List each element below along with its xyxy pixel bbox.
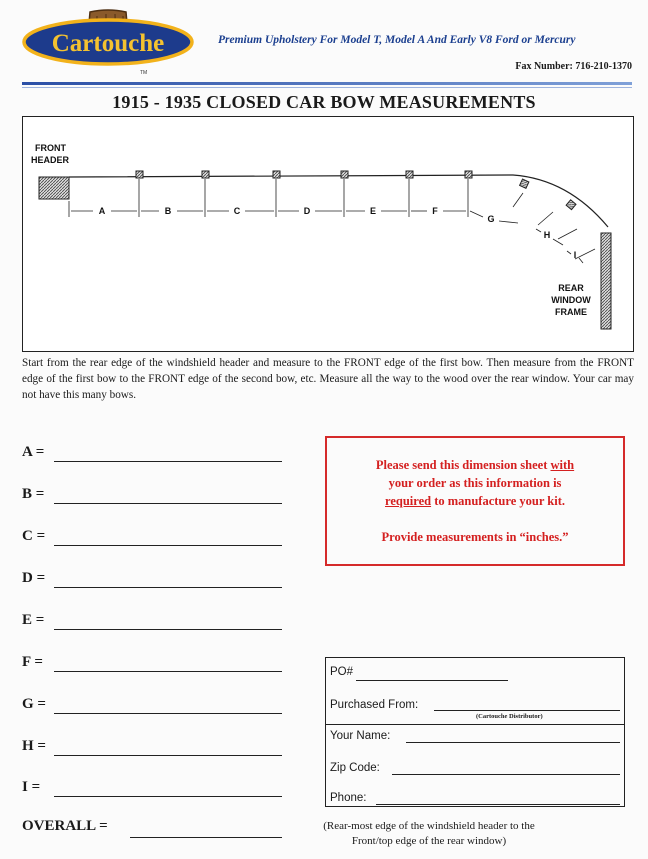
notice-line-2: your order as this information is — [388, 476, 562, 490]
order-divider — [326, 724, 624, 725]
dim-label-h: H — [543, 230, 551, 240]
po-field[interactable] — [356, 680, 508, 681]
fax-number: Fax Number: 716-210-1370 — [515, 61, 632, 72]
front-header-block — [39, 177, 69, 199]
your-name-field[interactable] — [406, 742, 620, 743]
notice-line-3b: to manufacture your kit. — [431, 494, 565, 508]
overall-label: OVERALL = — [22, 818, 108, 834]
field-h-label: H = — [22, 738, 46, 754]
field-a[interactable] — [22, 444, 292, 464]
dim-label-c: C — [233, 206, 241, 216]
rear-label-3: FRAME — [555, 307, 587, 317]
zip-code-field[interactable] — [392, 774, 620, 775]
notice-with: with — [550, 458, 575, 472]
field-g[interactable] — [22, 696, 292, 716]
header-rule-thin — [22, 87, 632, 88]
rear-label-1: REAR — [558, 283, 584, 293]
notice-inches: Provide measurements in “inches.” — [381, 530, 569, 544]
bow-8 — [566, 200, 576, 210]
header-rule — [22, 82, 632, 85]
overall-field[interactable] — [130, 837, 282, 838]
bows — [136, 171, 576, 210]
bow-5 — [406, 171, 413, 178]
field-d[interactable] — [22, 570, 292, 590]
front-header-label-2: HEADER — [31, 155, 70, 165]
dim-label-g: G — [487, 214, 495, 224]
field-c-label: C = — [22, 528, 46, 544]
bow-7 — [520, 179, 529, 188]
bow-3 — [273, 171, 280, 178]
overall-note-line-1: (Rear-most edge of the windshield header to the — [323, 820, 535, 832]
field-e-label: E = — [22, 612, 45, 628]
field-i[interactable] — [22, 779, 292, 799]
distributor-note: (Cartouche Distributor) — [476, 713, 543, 720]
field-e[interactable] — [22, 612, 292, 632]
tagline: Premium Upholstery For Model T, Model A And Early V8 Ford or Mercury — [218, 34, 576, 46]
dim-label-b: B — [164, 206, 172, 216]
brand-name: Cartouche — [51, 30, 165, 57]
page-title: 1915 - 1935 CLOSED CAR BOW MEASUREMENTS — [112, 92, 536, 112]
field-f[interactable] — [22, 654, 292, 674]
overall-note-line-2: Front/top edge of the rear window) — [351, 835, 507, 847]
order-info-box — [325, 657, 625, 807]
field-d-label: D = — [22, 570, 46, 586]
rear-window-frame — [601, 233, 611, 329]
bow-diagram — [22, 116, 634, 352]
purchased-from-field[interactable] — [434, 710, 620, 711]
dimension-lines — [71, 211, 583, 263]
purchased-from-label: Purchased From: — [330, 699, 419, 711]
field-a-label: A = — [22, 444, 45, 460]
field-c[interactable] — [22, 528, 292, 548]
dim-label-f: F — [432, 206, 438, 216]
bow-1 — [136, 171, 143, 178]
po-label: PO# — [330, 666, 354, 678]
trademark-mark: TM — [140, 70, 148, 76]
field-b-label: B = — [22, 486, 45, 502]
zip-code-label: Zip Code: — [330, 762, 380, 774]
bow-6 — [465, 171, 472, 178]
field-b[interactable] — [22, 486, 292, 506]
dimension-labels — [99, 206, 577, 260]
overall-note — [284, 819, 574, 849]
field-h[interactable] — [22, 738, 292, 758]
cartouche-logo — [22, 8, 194, 78]
dim-label-d: D — [303, 206, 311, 216]
field-f-label: F = — [22, 654, 43, 670]
your-name-label: Your Name: — [330, 730, 391, 742]
bow-4 — [341, 171, 348, 178]
rear-label-2: WINDOW — [551, 295, 591, 305]
dim-label-i: I — [573, 250, 577, 260]
phone-label: Phone: — [330, 792, 367, 804]
dim-label-a: A — [98, 206, 106, 216]
notice-line-1a: Please send this dimension sheet — [375, 458, 551, 472]
instructions-text: Start from the rear edge of the windshield header and measure to the FRONT edge of the first bow. Then measure from the FRONT edge of the first bow to the FRONT edge of the second bow, etc. Measure all the way to the wood over the rear window. Your car may not have this many bows. — [22, 357, 634, 401]
notice-box — [325, 436, 625, 566]
phone-field[interactable] — [376, 804, 620, 805]
dimension-ticks — [69, 179, 595, 259]
front-header-label-1: FRONT — [35, 143, 66, 153]
notice-required: required — [385, 494, 432, 508]
dim-label-e: E — [369, 206, 377, 216]
field-g-label: G = — [22, 696, 46, 712]
bow-2 — [202, 171, 209, 178]
field-i-label: I = — [22, 779, 41, 795]
